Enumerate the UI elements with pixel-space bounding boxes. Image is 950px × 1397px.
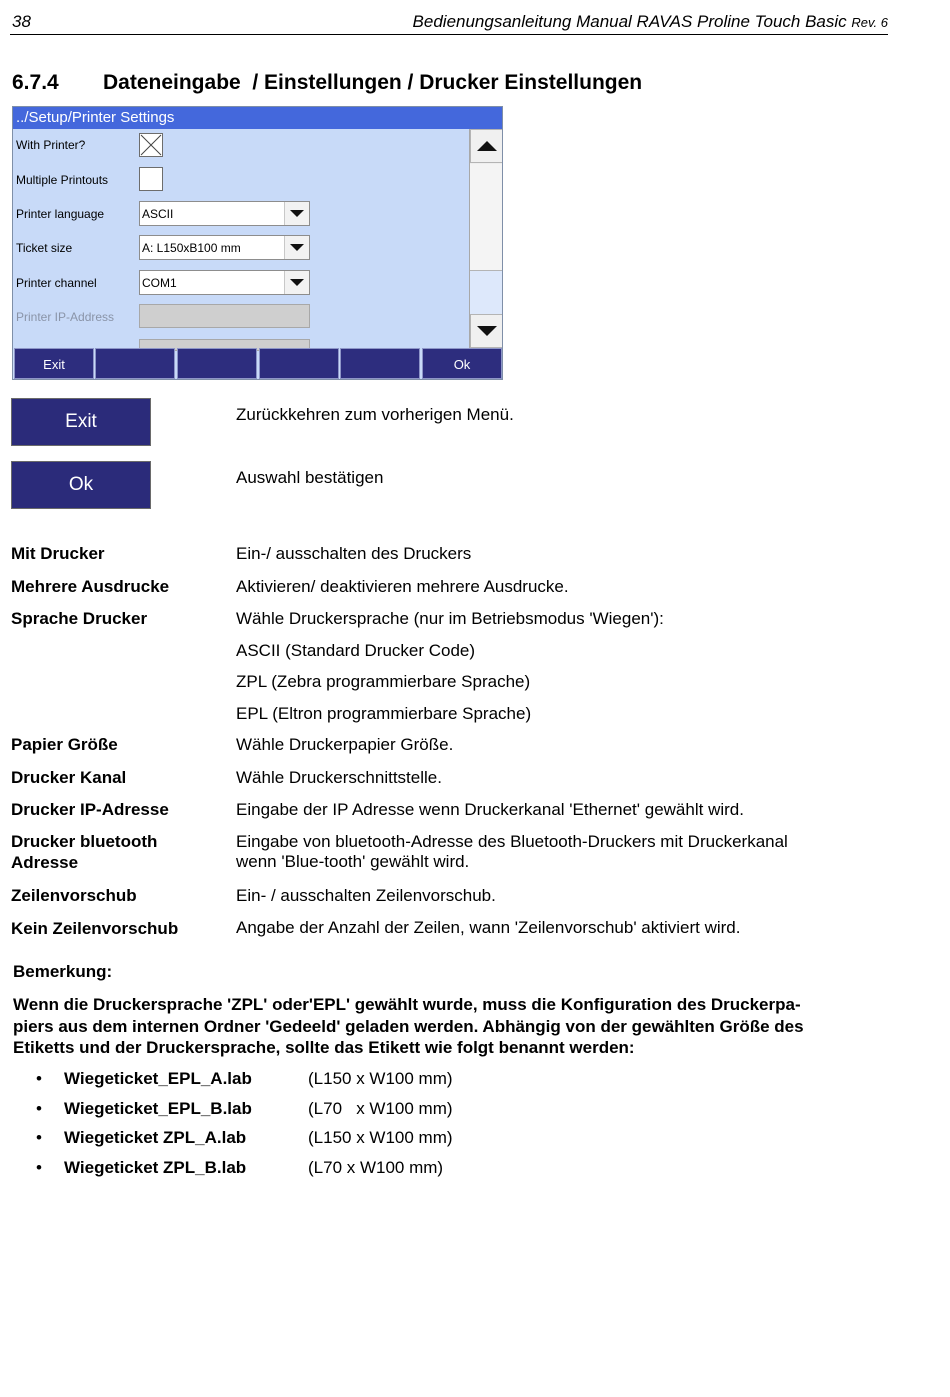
- def-papier-groesse: Wähle Druckerpapier Größe.: [236, 735, 454, 754]
- revision: Rev. 6: [851, 15, 888, 30]
- printer-channel-label: Printer channel: [16, 276, 97, 290]
- def-kein-zeilenvorschub: Angabe der Anzahl der Zeilen, wann 'Zeilenvorschub' aktiviert wird.: [236, 918, 741, 937]
- term-zeilenvorschub: Zeilenvorschub: [11, 886, 137, 905]
- bullet-icon: •: [36, 1069, 42, 1088]
- def-mehrere-ausdrucke: Aktivieren/ deaktivieren mehrere Ausdrucke.: [236, 577, 569, 596]
- label-filename: Wiegeticket_EPL_A.lab: [64, 1069, 252, 1088]
- printer-language-label: Printer language: [16, 207, 105, 221]
- term-mit-drucker: Mit Drucker: [11, 544, 105, 563]
- def-drucker-bluetooth-line2: wenn 'Blue-tooth' gewählt wird.: [236, 852, 470, 871]
- checkbox-cross-icon: [140, 134, 162, 156]
- label-size: (L70 x W100 mm): [308, 1099, 453, 1118]
- arrow-down-icon: [471, 315, 503, 347]
- with-printer-checkbox[interactable]: [139, 133, 163, 157]
- label-size: (L70 x W100 mm): [308, 1158, 444, 1177]
- term-drucker-bluetooth-line2: Adresse: [11, 853, 79, 872]
- section-title: Dateneingabe / Einstellungen / Drucker Einstellungen: [103, 71, 643, 94]
- scroll-up-button[interactable]: [470, 129, 503, 163]
- document-title-text: Bedienungsanleitung Manual RAVAS Proline Touch Basic: [412, 12, 847, 31]
- ok-description: Auswahl bestätigen: [236, 468, 384, 487]
- printer-channel-dropdown[interactable]: [139, 270, 310, 295]
- multiple-printouts-checkbox[interactable]: [139, 167, 163, 191]
- printer-settings-screen: [12, 106, 503, 380]
- exit-description: Zurückkehren zum vorherigen Menü.: [236, 405, 514, 424]
- scroll-down-button[interactable]: [470, 314, 503, 348]
- note-line-1: Wenn die Druckersprache 'ZPL' oder'EPL' gewählt wurde, muss die Konfiguration des Druckerpa-: [13, 995, 801, 1014]
- label-filename: Wiegeticket ZPL_A.lab: [64, 1128, 247, 1147]
- def-zpl: ZPL (Zebra programmierbare Sprache): [236, 672, 531, 691]
- scrollbar-track[interactable]: [470, 271, 503, 314]
- label-filename: Wiegeticket_EPL_B.lab: [64, 1099, 252, 1118]
- section-number: 6.7.4: [12, 71, 59, 94]
- term-papier-groesse: Papier Größe: [11, 735, 118, 754]
- printer-language-value: ASCII: [142, 207, 174, 221]
- function-button-4[interactable]: [259, 348, 339, 379]
- exit-button-large[interactable]: Exit: [11, 398, 151, 446]
- label-size: (L150 x W100 mm): [308, 1128, 453, 1147]
- def-ascii: ASCII (Standard Drucker Code): [236, 641, 476, 660]
- def-sprache-drucker: Wähle Druckersprache (nur im Betriebsmodus 'Wiegen'):: [236, 609, 664, 628]
- printer-channel-value: COM1: [142, 276, 177, 290]
- term-drucker-kanal: Drucker Kanal: [11, 768, 127, 787]
- def-drucker-bluetooth: Eingabe von bluetooth-Adresse des Bluetooth-Druckers mit Druckerkanal: [236, 832, 788, 851]
- def-drucker-kanal: Wähle Druckerschnittstelle.: [236, 768, 442, 787]
- term-drucker-bluetooth: Drucker bluetooth: [11, 832, 158, 851]
- document-title: [413, 12, 888, 32]
- multiple-printouts-label: Multiple Printouts: [16, 173, 109, 187]
- def-epl: EPL (Eltron programmierbare Sprache): [236, 704, 532, 723]
- page-number: 38: [12, 12, 31, 31]
- bullet-icon: •: [36, 1158, 42, 1177]
- chevron-down-icon[interactable]: [284, 202, 309, 225]
- term-mehrere-ausdrucke: Mehrere Ausdrucke: [11, 577, 170, 596]
- ok-button-large[interactable]: Ok: [11, 461, 151, 509]
- def-mit-drucker: Ein-/ ausschalten des Druckers: [236, 544, 472, 563]
- bullet-icon: •: [36, 1128, 42, 1147]
- chevron-down-icon[interactable]: [284, 236, 309, 259]
- printer-ip-field: [139, 304, 310, 328]
- def-drucker-ip: Eingabe der IP Adresse wenn Druckerkanal 'Ethernet' gewählt wird.: [236, 800, 744, 819]
- bullet-icon: •: [36, 1099, 42, 1118]
- printer-language-dropdown[interactable]: [139, 201, 310, 226]
- scrollbar-thumb[interactable]: [470, 164, 503, 271]
- printer-ip-label: Printer IP-Address: [16, 310, 115, 324]
- def-zeilenvorschub: Ein- / ausschalten Zeilenvorschub.: [236, 886, 496, 905]
- function-button-2[interactable]: [95, 348, 175, 379]
- note-body: [13, 994, 883, 1059]
- function-button-5[interactable]: [340, 348, 420, 379]
- term-drucker-ip: Drucker IP-Adresse: [11, 800, 169, 819]
- ticket-size-label: Ticket size: [16, 241, 73, 255]
- label-filename: Wiegeticket ZPL_B.lab: [64, 1158, 247, 1177]
- ticket-size-dropdown[interactable]: [139, 235, 310, 260]
- ticket-size-value: A: L150xB100 mm: [142, 241, 241, 255]
- exit-button[interactable]: Exit: [14, 348, 94, 379]
- arrow-up-icon: [471, 130, 503, 162]
- screen-title: ../Setup/Printer Settings: [13, 107, 502, 129]
- scrollbar[interactable]: [469, 129, 503, 348]
- chevron-down-icon[interactable]: [284, 271, 309, 294]
- label-size: (L150 x W100 mm): [308, 1069, 453, 1088]
- function-button-3[interactable]: [177, 348, 257, 379]
- note-heading: Bemerkung:: [13, 962, 113, 981]
- note-line-2: piers aus dem internen Ordner 'Gedeeld' geladen werden. Abhängig von der gewählten Größe des: [13, 1016, 804, 1036]
- note-line-3: Etiketts und der Druckersprache, sollte das Etikett wie folgt benannt werden:: [13, 1038, 635, 1057]
- function-bar: [13, 348, 502, 380]
- term-kein-zeilenvorschub: Kein Zeilenvorschub: [11, 919, 179, 938]
- ok-button[interactable]: Ok: [422, 348, 502, 379]
- header-divider: [10, 34, 888, 35]
- with-printer-label: With Printer?: [16, 138, 86, 152]
- term-sprache-drucker: Sprache Drucker: [11, 609, 148, 628]
